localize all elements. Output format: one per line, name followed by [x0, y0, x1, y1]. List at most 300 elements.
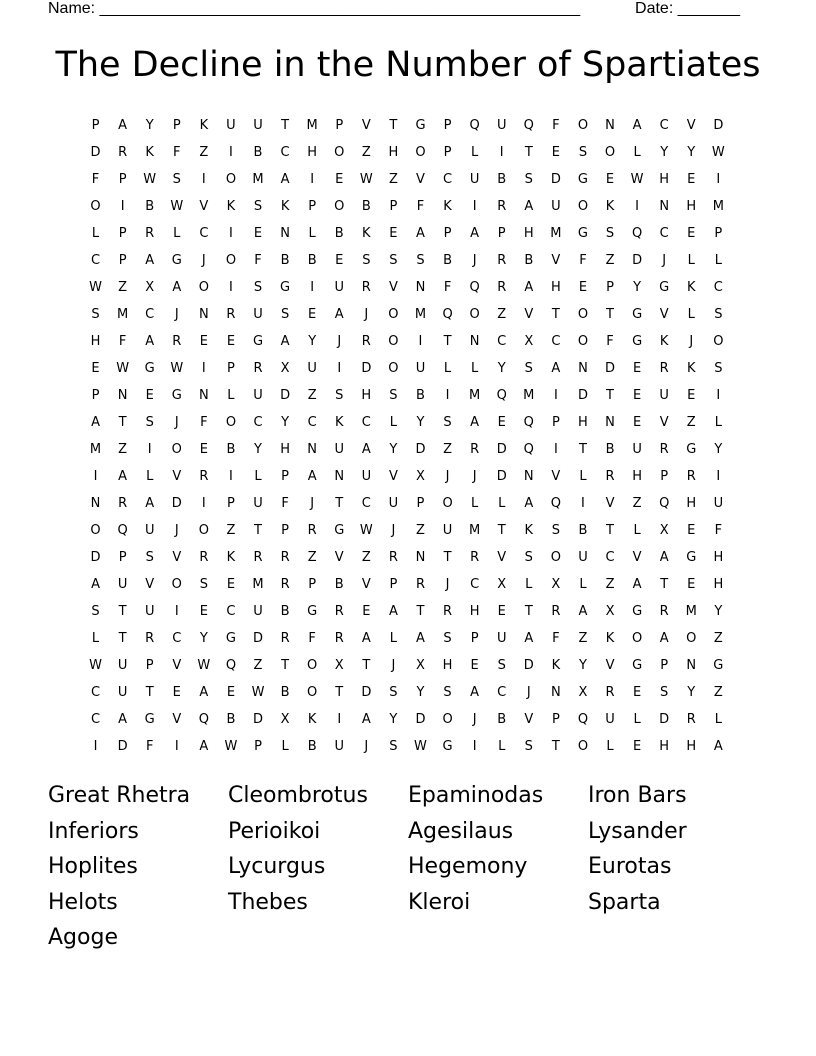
grid-letter[interactable]: D — [496, 469, 507, 484]
grid-letter[interactable]: L — [308, 226, 316, 241]
grid-letter[interactable]: U — [253, 388, 263, 403]
grid-letter[interactable]: P — [660, 469, 669, 484]
grid-letter[interactable]: R — [551, 604, 561, 619]
grid-letter[interactable]: N — [578, 361, 588, 376]
grid-letter[interactable]: S — [389, 253, 398, 268]
grid-letter[interactable]: B — [443, 253, 453, 268]
grid-letter[interactable]: N — [659, 199, 670, 214]
grid-letter[interactable]: P — [443, 145, 452, 160]
grid-letter[interactable]: R — [334, 604, 344, 619]
grid-letter[interactable]: U — [496, 631, 507, 646]
grid-letter[interactable]: V — [524, 712, 534, 727]
grid-letter[interactable]: N — [90, 496, 101, 511]
grid-letter[interactable]: T — [118, 604, 127, 619]
grid-letter[interactable]: U — [496, 118, 507, 133]
grid-letter[interactable]: S — [524, 550, 533, 565]
grid-letter[interactable]: V — [361, 118, 371, 133]
grid-letter[interactable]: G — [577, 226, 588, 241]
grid-letter[interactable]: T — [551, 307, 560, 322]
grid-letter[interactable]: A — [145, 496, 155, 511]
grid-letter[interactable]: V — [172, 469, 182, 484]
grid-letter[interactable]: Y — [578, 658, 587, 673]
grid-letter[interactable]: B — [145, 199, 155, 214]
grid-letter[interactable]: O — [90, 523, 101, 538]
grid-letter[interactable]: U — [632, 442, 642, 457]
grid-letter[interactable]: Q — [469, 280, 480, 295]
grid-letter[interactable]: R — [118, 145, 128, 160]
grid-letter[interactable]: I — [201, 496, 206, 511]
grid-letter[interactable]: H — [361, 388, 372, 403]
grid-letter[interactable]: W — [224, 739, 238, 754]
grid-letter[interactable]: O — [334, 145, 345, 160]
grid-letter[interactable]: L — [714, 253, 722, 268]
grid-letter[interactable]: K — [226, 550, 236, 565]
grid-letter[interactable]: Q — [442, 307, 453, 322]
grid-letter[interactable]: T — [524, 145, 533, 160]
grid-letter[interactable]: Z — [632, 496, 642, 511]
grid-letter[interactable]: B — [605, 442, 615, 457]
grid-letter[interactable]: D — [496, 442, 507, 457]
grid-letter[interactable]: W — [89, 280, 102, 295]
grid-letter[interactable]: L — [471, 145, 479, 160]
grid-letter[interactable]: L — [687, 307, 695, 322]
grid-letter[interactable]: S — [497, 658, 506, 673]
grid-letter[interactable]: L — [714, 415, 722, 430]
grid-letter[interactable]: A — [361, 631, 371, 646]
grid-letter[interactable]: C — [551, 334, 561, 349]
grid-letter[interactable]: R — [172, 334, 182, 349]
grid-letter[interactable]: Z — [199, 145, 209, 160]
grid-letter[interactable]: G — [632, 307, 643, 322]
grid-letter[interactable]: S — [280, 307, 290, 322]
grid-letter[interactable]: R — [470, 550, 480, 565]
grid-letter[interactable]: B — [226, 442, 236, 457]
grid-letter[interactable]: G — [577, 172, 588, 187]
grid-letter[interactable]: E — [497, 604, 506, 619]
grid-letter[interactable]: P — [91, 388, 100, 403]
grid-letter[interactable]: C — [91, 253, 101, 268]
grid-letter[interactable]: D — [605, 361, 616, 376]
grid-letter[interactable]: P — [91, 118, 100, 133]
grid-letter[interactable]: V — [632, 550, 642, 565]
grid-letter[interactable]: U — [361, 469, 372, 484]
grid-letter[interactable]: Z — [361, 550, 371, 565]
grid-letter[interactable]: G — [632, 334, 643, 349]
grid-letter[interactable]: T — [118, 415, 127, 430]
grid-letter[interactable]: F — [200, 415, 208, 430]
grid-letter[interactable]: C — [659, 118, 669, 133]
grid-letter[interactable]: Q — [496, 388, 507, 403]
grid-letter[interactable]: P — [172, 118, 181, 133]
grid-letter[interactable]: E — [199, 442, 208, 457]
grid-letter[interactable]: X — [605, 604, 615, 619]
grid-letter[interactable]: W — [116, 361, 130, 376]
grid-letter[interactable]: G — [144, 361, 155, 376]
grid-letter[interactable]: I — [635, 199, 640, 214]
grid-letter[interactable]: H — [523, 226, 534, 241]
grid-letter[interactable]: C — [605, 550, 615, 565]
grid-letter[interactable]: M — [89, 442, 102, 457]
grid-letter[interactable]: V — [172, 712, 182, 727]
grid-letter[interactable]: V — [172, 550, 182, 565]
grid-letter[interactable]: F — [91, 172, 100, 187]
grid-letter[interactable]: P — [497, 226, 506, 241]
grid-letter[interactable]: E — [389, 226, 398, 241]
grid-letter[interactable]: W — [89, 658, 102, 673]
grid-letter[interactable]: D — [117, 739, 128, 754]
grid-letter[interactable]: O — [577, 334, 589, 349]
grid-letter[interactable]: P — [227, 496, 235, 511]
grid-letter[interactable]: U — [117, 685, 128, 700]
grid-letter[interactable]: C — [659, 226, 669, 241]
grid-letter[interactable]: A — [118, 712, 128, 727]
grid-letter[interactable]: U — [334, 280, 344, 295]
grid-letter[interactable]: Q — [523, 442, 534, 457]
grid-letter[interactable]: R — [686, 712, 696, 727]
grid-letter[interactable]: M — [117, 307, 129, 322]
grid-letter[interactable]: E — [308, 307, 317, 322]
grid-letter[interactable]: Z — [605, 577, 615, 592]
grid-letter[interactable]: J — [201, 253, 206, 268]
grid-letter[interactable]: C — [361, 496, 371, 511]
grid-letter[interactable]: D — [577, 388, 588, 403]
grid-letter[interactable]: P — [118, 172, 127, 187]
grid-letter[interactable]: J — [526, 685, 531, 700]
grid-letter[interactable]: K — [551, 658, 561, 673]
grid-letter[interactable]: Z — [443, 442, 452, 457]
grid-letter[interactable]: R — [443, 604, 453, 619]
grid-letter[interactable]: I — [337, 712, 342, 727]
grid-letter[interactable]: I — [120, 199, 125, 214]
grid-letter[interactable]: U — [144, 523, 155, 538]
grid-letter[interactable]: V — [551, 253, 561, 268]
grid-letter[interactable]: U — [253, 307, 263, 322]
grid-letter[interactable]: Y — [497, 361, 506, 376]
grid-letter[interactable]: R — [199, 469, 209, 484]
grid-letter[interactable]: A — [578, 604, 588, 619]
grid-letter[interactable]: L — [471, 496, 479, 511]
grid-letter[interactable]: T — [335, 685, 344, 700]
grid-letter[interactable]: A — [470, 226, 480, 241]
grid-letter[interactable]: V — [605, 496, 615, 511]
grid-letter[interactable]: L — [91, 226, 100, 241]
grid-letter[interactable]: O — [604, 145, 616, 160]
grid-letter[interactable]: S — [416, 253, 425, 268]
grid-letter[interactable]: S — [443, 415, 452, 430]
grid-letter[interactable]: R — [388, 550, 398, 565]
grid-letter[interactable]: M — [469, 523, 481, 538]
grid-letter[interactable]: F — [579, 253, 587, 268]
grid-letter[interactable]: W — [414, 739, 427, 754]
grid-letter[interactable]: L — [579, 469, 587, 484]
grid-letter[interactable]: Y — [633, 280, 642, 295]
grid-letter[interactable]: A — [199, 739, 209, 754]
grid-letter[interactable]: F — [552, 118, 560, 133]
grid-letter[interactable]: P — [145, 658, 154, 673]
grid-letter[interactable]: J — [445, 577, 450, 592]
grid-letter[interactable]: U — [334, 442, 344, 457]
grid-letter[interactable]: G — [334, 523, 345, 538]
grid-letter[interactable]: Z — [497, 307, 507, 322]
grid-letter[interactable]: K — [226, 199, 236, 214]
grid-letter[interactable]: C — [172, 631, 182, 646]
grid-letter[interactable]: V — [145, 577, 155, 592]
grid-letter[interactable]: U — [253, 496, 263, 511]
grid-letter[interactable]: Y — [199, 631, 208, 646]
grid-letter[interactable]: K — [686, 280, 696, 295]
grid-letter[interactable]: I — [445, 388, 450, 403]
grid-letter[interactable]: Q — [659, 496, 670, 511]
grid-letter[interactable]: I — [472, 739, 477, 754]
grid-letter[interactable]: N — [280, 226, 290, 241]
grid-letter[interactable]: D — [415, 712, 426, 727]
grid-letter[interactable]: W — [711, 145, 725, 160]
grid-letter[interactable]: P — [281, 523, 289, 538]
grid-letter[interactable]: O — [388, 334, 399, 349]
grid-letter[interactable]: X — [416, 469, 425, 484]
grid-letter[interactable]: L — [227, 388, 235, 403]
grid-letter[interactable]: O — [442, 712, 453, 727]
grid-letter[interactable]: E — [632, 388, 642, 403]
grid-letter[interactable]: V — [334, 550, 344, 565]
grid-letter[interactable]: I — [553, 442, 558, 457]
grid-letter[interactable]: P — [416, 496, 425, 511]
grid-letter[interactable]: N — [415, 280, 426, 295]
grid-letter[interactable]: V — [659, 415, 669, 430]
grid-letter[interactable]: I — [174, 739, 179, 754]
grid-letter[interactable]: U — [253, 118, 263, 133]
grid-letter[interactable]: D — [90, 550, 101, 565]
grid-letter[interactable]: O — [388, 307, 399, 322]
grid-letter[interactable]: Y — [660, 145, 669, 160]
grid-letter[interactable]: A — [145, 253, 155, 268]
grid-letter[interactable]: P — [551, 712, 560, 727]
grid-letter[interactable]: N — [307, 442, 318, 457]
grid-letter[interactable]: S — [362, 253, 371, 268]
grid-letter[interactable]: P — [118, 550, 127, 565]
grid-letter[interactable]: D — [550, 172, 561, 187]
grid-letter[interactable]: E — [91, 361, 100, 376]
grid-letter[interactable]: R — [280, 631, 290, 646]
grid-letter[interactable]: R — [118, 496, 128, 511]
grid-letter[interactable]: L — [146, 469, 154, 484]
grid-letter[interactable]: D — [713, 118, 724, 133]
grid-letter[interactable]: U — [253, 604, 263, 619]
grid-letter[interactable]: O — [469, 307, 480, 322]
grid-letter[interactable]: A — [524, 496, 534, 511]
grid-letter[interactable]: L — [254, 469, 262, 484]
grid-letter[interactable]: Z — [416, 523, 425, 538]
grid-letter[interactable]: H — [632, 469, 642, 484]
grid-letter[interactable]: O — [577, 739, 589, 754]
grid-letter[interactable]: O — [713, 334, 724, 349]
grid-letter[interactable]: E — [253, 226, 263, 241]
grid-letter[interactable]: Z — [307, 550, 317, 565]
grid-letter[interactable]: J — [174, 523, 179, 538]
grid-letter[interactable]: D — [659, 712, 670, 727]
grid-letter[interactable]: F — [416, 199, 425, 214]
grid-letter[interactable]: P — [118, 253, 127, 268]
grid-letter[interactable]: R — [659, 442, 669, 457]
grid-letter[interactable]: U — [307, 361, 317, 376]
grid-letter[interactable]: E — [578, 280, 588, 295]
grid-letter[interactable]: A — [632, 577, 642, 592]
grid-letter[interactable]: A — [91, 577, 100, 592]
grid-letter[interactable]: R — [605, 469, 615, 484]
grid-letter[interactable]: W — [630, 172, 644, 187]
grid-letter[interactable]: I — [716, 388, 721, 403]
grid-letter[interactable]: P — [389, 577, 398, 592]
grid-letter[interactable]: R — [686, 469, 696, 484]
grid-letter[interactable]: K — [524, 523, 534, 538]
grid-letter[interactable]: F — [443, 280, 452, 295]
grid-letter[interactable]: T — [281, 118, 290, 133]
grid-letter[interactable]: F — [308, 631, 316, 646]
grid-letter[interactable]: R — [226, 307, 236, 322]
grid-letter[interactable]: Y — [416, 415, 425, 430]
grid-letter[interactable]: O — [577, 199, 589, 214]
grid-letter[interactable]: A — [416, 631, 425, 646]
grid-letter[interactable]: R — [361, 334, 371, 349]
grid-letter[interactable]: L — [498, 739, 506, 754]
grid-letter[interactable]: X — [145, 280, 155, 295]
grid-letter[interactable]: M — [306, 118, 318, 133]
grid-letter[interactable]: E — [362, 604, 371, 619]
grid-letter[interactable]: D — [523, 658, 534, 673]
grid-letter[interactable]: F — [173, 145, 181, 160]
grid-letter[interactable]: J — [472, 712, 477, 727]
grid-letter[interactable]: G — [171, 388, 182, 403]
grid-letter[interactable]: P — [606, 280, 614, 295]
grid-letter[interactable]: H — [686, 739, 697, 754]
grid-letter[interactable]: U — [388, 496, 399, 511]
grid-letter[interactable]: Y — [145, 118, 154, 133]
grid-letter[interactable]: T — [362, 658, 371, 673]
grid-letter[interactable]: O — [90, 199, 101, 214]
grid-letter[interactable]: K — [145, 145, 154, 160]
grid-letter[interactable]: B — [253, 145, 263, 160]
grid-letter[interactable]: X — [497, 577, 507, 592]
grid-letter[interactable]: I — [201, 361, 206, 376]
grid-letter[interactable]: T — [660, 577, 669, 592]
grid-letter[interactable]: G — [442, 739, 453, 754]
grid-letter[interactable]: H — [659, 172, 670, 187]
grid-letter[interactable]: G — [713, 658, 724, 673]
grid-letter[interactable]: L — [281, 739, 289, 754]
grid-letter[interactable]: R — [361, 280, 371, 295]
grid-letter[interactable]: S — [253, 199, 263, 214]
grid-letter[interactable]: R — [497, 280, 507, 295]
grid-letter[interactable]: O — [307, 658, 318, 673]
grid-letter[interactable]: Q — [523, 118, 534, 133]
grid-letter[interactable]: M — [685, 604, 697, 619]
grid-letter[interactable]: S — [91, 604, 100, 619]
grid-letter[interactable]: C — [443, 172, 453, 187]
grid-letter[interactable]: L — [633, 712, 641, 727]
grid-letter[interactable]: X — [334, 658, 344, 673]
grid-letter[interactable]: O — [415, 145, 426, 160]
grid-letter[interactable]: R — [659, 604, 669, 619]
grid-letter[interactable]: A — [307, 469, 317, 484]
grid-letter[interactable]: A — [118, 469, 128, 484]
grid-letter[interactable]: H — [90, 334, 101, 349]
grid-letter[interactable]: Z — [118, 442, 128, 457]
grid-letter[interactable]: Z — [361, 145, 371, 160]
grid-letter[interactable]: A — [172, 280, 182, 295]
grid-letter[interactable]: L — [606, 739, 614, 754]
grid-letter[interactable]: E — [632, 685, 642, 700]
grid-letter[interactable]: E — [199, 604, 208, 619]
grid-letter[interactable]: L — [389, 415, 398, 430]
grid-letter[interactable]: T — [606, 307, 614, 322]
grid-letter[interactable]: W — [143, 172, 157, 187]
grid-letter[interactable]: P — [308, 577, 317, 592]
grid-letter[interactable]: K — [334, 415, 344, 430]
grid-letter[interactable]: S — [443, 631, 452, 646]
grid-letter[interactable]: O — [550, 550, 561, 565]
grid-letter[interactable]: R — [199, 550, 209, 565]
grid-letter[interactable]: G — [252, 334, 264, 349]
grid-letter[interactable]: K — [659, 334, 669, 349]
grid-letter[interactable]: S — [335, 388, 344, 403]
grid-letter[interactable]: Z — [578, 631, 588, 646]
grid-letter[interactable]: S — [443, 685, 452, 700]
grid-letter[interactable]: H — [550, 280, 561, 295]
grid-letter[interactable]: T — [443, 334, 452, 349]
grid-letter[interactable]: A — [361, 442, 371, 457]
grid-letter[interactable]: E — [632, 361, 642, 376]
grid-letter[interactable]: J — [337, 334, 342, 349]
grid-letter[interactable]: P — [335, 118, 344, 133]
grid-letter[interactable]: A — [199, 685, 209, 700]
grid-letter[interactable]: J — [445, 469, 450, 484]
grid-letter[interactable]: E — [226, 577, 236, 592]
grid-letter[interactable]: L — [633, 523, 641, 538]
grid-letter[interactable]: J — [174, 415, 179, 430]
grid-letter[interactable]: N — [523, 469, 534, 484]
grid-letter[interactable]: L — [91, 631, 100, 646]
grid-letter[interactable]: E — [145, 388, 154, 403]
grid-letter[interactable]: Q — [198, 712, 209, 727]
grid-letter[interactable]: A — [524, 631, 534, 646]
grid-letter[interactable]: R — [280, 550, 290, 565]
grid-letter[interactable]: R — [470, 442, 480, 457]
grid-letter[interactable]: L — [579, 577, 587, 592]
grid-letter[interactable]: Y — [714, 442, 723, 457]
grid-letter[interactable]: T — [578, 442, 587, 457]
grid-letter[interactable]: E — [199, 334, 208, 349]
grid-letter[interactable]: I — [716, 172, 721, 187]
grid-letter[interactable]: Q — [550, 496, 561, 511]
grid-letter[interactable]: G — [171, 253, 182, 268]
grid-letter[interactable]: L — [687, 253, 695, 268]
grid-letter[interactable]: B — [524, 253, 534, 268]
grid-letter[interactable]: Q — [577, 712, 589, 727]
grid-letter[interactable]: L — [173, 226, 181, 241]
grid-letter[interactable]: O — [225, 172, 237, 187]
grid-letter[interactable]: H — [578, 415, 588, 430]
grid-letter[interactable]: U — [713, 496, 724, 511]
grid-letter[interactable]: H — [388, 145, 399, 160]
grid-letter[interactable]: B — [334, 226, 344, 241]
grid-letter[interactable]: P — [443, 226, 452, 241]
grid-letter[interactable]: B — [307, 739, 317, 754]
grid-letter[interactable]: E — [551, 145, 560, 160]
grid-letter[interactable]: E — [335, 253, 344, 268]
grid-letter[interactable]: B — [578, 523, 588, 538]
grid-letter[interactable]: A — [280, 172, 290, 187]
grid-letter[interactable]: H — [686, 199, 697, 214]
